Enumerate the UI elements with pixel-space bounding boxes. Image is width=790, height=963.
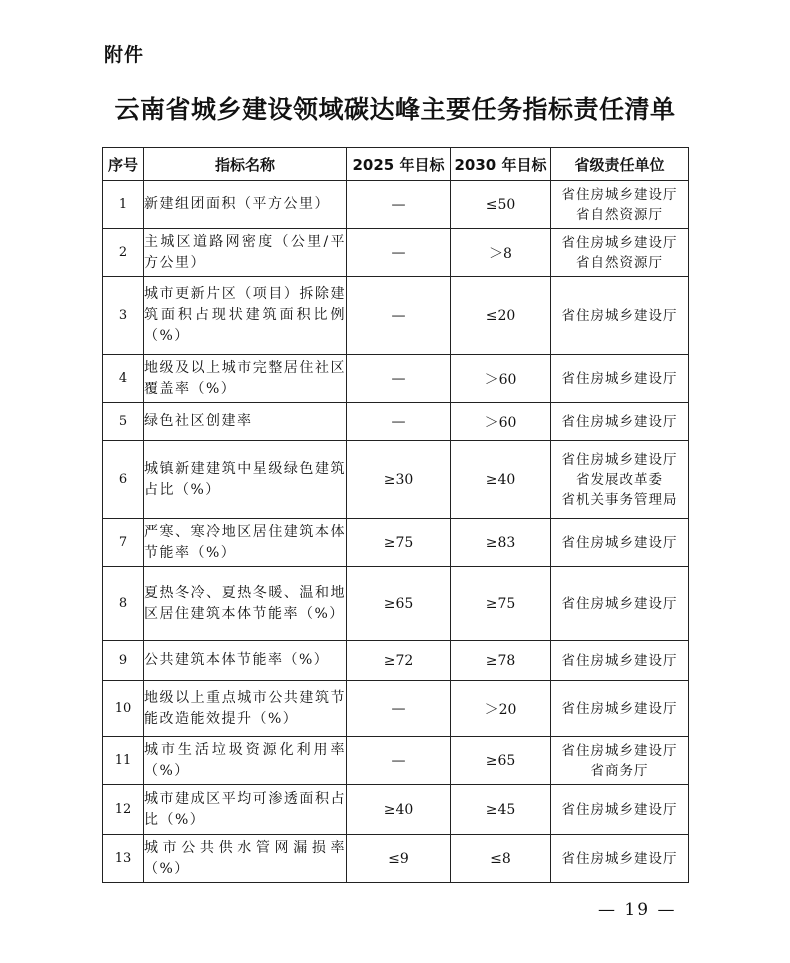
target-2030-cell: ≥65 [451, 737, 551, 785]
target-2025-cell: — [347, 181, 451, 229]
responsible-unit-cell [551, 181, 689, 229]
responsible-unit-cell [551, 737, 689, 785]
attachment-label: 附件 [104, 44, 145, 66]
target-2030-cell: ≥40 [451, 441, 551, 519]
responsible-unit: 省住房城乡建设厅 [561, 370, 678, 387]
target-2025-cell: — [347, 277, 451, 355]
column-header-name: 指标名称 [144, 148, 347, 181]
row-number-cell: 8 [103, 567, 144, 641]
row-number-cell: 5 [103, 403, 144, 441]
table-row [103, 229, 689, 277]
responsible-unit-cell [551, 567, 689, 641]
responsible-unit: 省住房城乡建设厅 [561, 186, 678, 203]
table-row [103, 441, 689, 519]
target-2025-cell: — [347, 737, 451, 785]
target-2025-cell: ≥72 [347, 641, 451, 681]
target-2030-cell: ≤8 [451, 835, 551, 883]
responsible-unit: 省住房城乡建设厅 [561, 234, 678, 251]
row-number-cell: 1 [103, 181, 144, 229]
table-row [103, 519, 689, 567]
indicator-name-cell: 绿色社区创建率 [144, 403, 347, 441]
table-row [103, 785, 689, 835]
target-2025-cell: ≥75 [347, 519, 451, 567]
table-body [103, 181, 689, 883]
column-header-no: 序号 [103, 148, 144, 181]
row-number-cell: 4 [103, 355, 144, 403]
target-2030-cell: ＞8 [451, 229, 551, 277]
target-2030-cell: ＞20 [451, 681, 551, 737]
column-header-2025: 2025 年目标 [347, 148, 451, 181]
table-row [103, 403, 689, 441]
indicator-name-cell: 城市建成区平均可渗透面积占比（%） [144, 785, 347, 835]
target-2030-cell: ≥75 [451, 567, 551, 641]
table-row [103, 681, 689, 737]
responsible-unit: 省住房城乡建设厅 [561, 451, 678, 468]
responsible-unit: 省机关事务管理局 [561, 491, 678, 508]
responsible-unit-cell [551, 403, 689, 441]
row-number-cell: 3 [103, 277, 144, 355]
target-2025-cell: — [347, 681, 451, 737]
table-row [103, 277, 689, 355]
indicator-name-cell: 城市生活垃圾资源化利用率（%） [144, 737, 347, 785]
indicator-name-cell: 严寒、寒冷地区居住建筑本体节能率（%） [144, 519, 347, 567]
responsible-unit: 省自然资源厅 [576, 254, 663, 271]
table-row [103, 835, 689, 883]
target-2030-cell: ≤50 [451, 181, 551, 229]
responsible-unit-cell [551, 519, 689, 567]
target-2030-cell: ＞60 [451, 355, 551, 403]
responsible-unit: 省住房城乡建设厅 [561, 595, 678, 612]
column-header-unit: 省级责任单位 [551, 148, 689, 181]
target-2025-cell: — [347, 229, 451, 277]
target-2030-cell: ≥78 [451, 641, 551, 681]
row-number-cell: 6 [103, 441, 144, 519]
indicator-name-cell: 主城区道路网密度（公里/平方公里） [144, 229, 347, 277]
indicator-name-cell: 夏热冬冷、夏热冬暖、温和地区居住建筑本体节能率（%） [144, 567, 347, 641]
target-2025-cell: — [347, 403, 451, 441]
responsible-unit: 省商务厅 [590, 762, 649, 779]
table-row [103, 641, 689, 681]
target-2030-cell: ≤20 [451, 277, 551, 355]
responsible-unit: 省住房城乡建设厅 [561, 850, 678, 867]
indicator-name-cell: 地级以上重点城市公共建筑节能改造能效提升（%） [144, 681, 347, 737]
table-row [103, 181, 689, 229]
indicator-name-cell: 公共建筑本体节能率（%） [144, 641, 347, 681]
table-row [103, 567, 689, 641]
page-number: — 19 — [598, 900, 677, 920]
target-2025-cell: — [347, 355, 451, 403]
target-2025-cell: ≤9 [347, 835, 451, 883]
indicator-name-cell: 城市公共供水管网漏损率（%） [144, 835, 347, 883]
target-2030-cell: ＞60 [451, 403, 551, 441]
responsible-unit-cell [551, 229, 689, 277]
table-row [103, 737, 689, 785]
indicator-name-cell: 地级及以上城市完整居住社区覆盖率（%） [144, 355, 347, 403]
responsible-unit: 省住房城乡建设厅 [561, 801, 678, 818]
responsible-unit-cell [551, 277, 689, 355]
row-number-cell: 13 [103, 835, 144, 883]
responsible-unit-cell [551, 681, 689, 737]
responsible-unit: 省发展改革委 [576, 471, 663, 488]
column-header-2030: 2030 年目标 [451, 148, 551, 181]
indicator-name-cell: 城市更新片区（项目）拆除建筑面积占现状建筑面积比例（%） [144, 277, 347, 355]
indicator-name-cell: 新建组团面积（平方公里） [144, 181, 347, 229]
table-row [103, 355, 689, 403]
responsible-unit: 省住房城乡建设厅 [561, 700, 678, 717]
responsible-unit: 省住房城乡建设厅 [561, 742, 678, 759]
responsible-unit-cell [551, 355, 689, 403]
page-title: 云南省城乡建设领域碳达峰主要任务指标责任清单 [114, 95, 676, 124]
target-2030-cell: ≥45 [451, 785, 551, 835]
target-2025-cell: ≥30 [347, 441, 451, 519]
responsible-unit-cell [551, 835, 689, 883]
responsible-unit: 省自然资源厅 [576, 206, 663, 223]
row-number-cell: 7 [103, 519, 144, 567]
responsible-unit-cell [551, 785, 689, 835]
row-number-cell: 11 [103, 737, 144, 785]
row-number-cell: 12 [103, 785, 144, 835]
responsible-unit: 省住房城乡建设厅 [561, 534, 678, 551]
task-indicator-table [102, 147, 689, 883]
target-2025-cell: ≥65 [347, 567, 451, 641]
responsible-unit: 省住房城乡建设厅 [561, 652, 678, 669]
row-number-cell: 10 [103, 681, 144, 737]
responsible-unit-cell [551, 641, 689, 681]
target-2030-cell: ≥83 [451, 519, 551, 567]
responsible-unit-cell [551, 441, 689, 519]
responsible-unit: 省住房城乡建设厅 [561, 413, 678, 430]
indicator-name-cell: 城镇新建建筑中星级绿色建筑占比（%） [144, 441, 347, 519]
row-number-cell: 2 [103, 229, 144, 277]
responsible-unit: 省住房城乡建设厅 [561, 307, 678, 324]
table-header-row [103, 148, 689, 181]
target-2025-cell: ≥40 [347, 785, 451, 835]
row-number-cell: 9 [103, 641, 144, 681]
